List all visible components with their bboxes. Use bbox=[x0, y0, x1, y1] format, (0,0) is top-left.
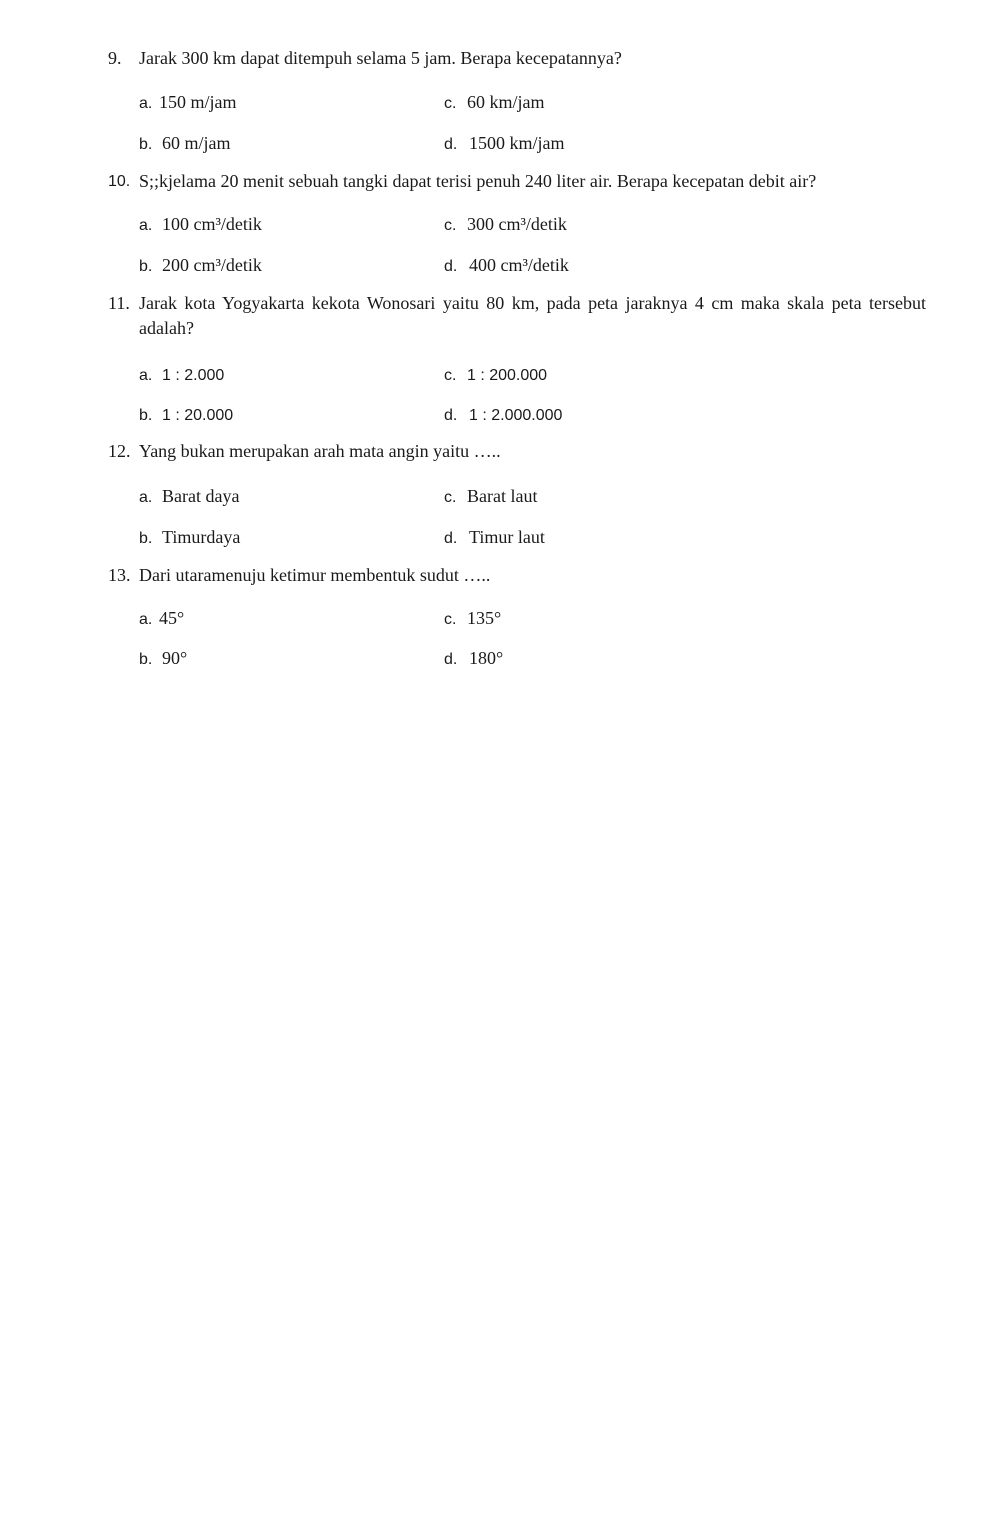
question-number: 11. bbox=[108, 293, 130, 313]
question-number: 10. bbox=[108, 173, 131, 190]
option-letter: b. bbox=[139, 651, 153, 668]
question-text: Yang bukan merupakan arah mata angin yaitu ….. bbox=[139, 441, 501, 461]
option-letter: a. bbox=[139, 217, 153, 234]
option-letter: c. bbox=[444, 489, 457, 506]
question-text: Jarak 300 km dapat ditempuh selama 5 jam. Berapa kecepatannya? bbox=[139, 48, 622, 68]
option-c bbox=[444, 484, 537, 510]
option-d bbox=[444, 131, 565, 157]
option-letter: c. bbox=[444, 95, 457, 112]
option-value: 150 m/jam bbox=[159, 92, 237, 112]
option-letter: d. bbox=[444, 258, 458, 275]
option-c bbox=[444, 212, 567, 238]
option-d bbox=[444, 646, 503, 672]
option-letter: c. bbox=[444, 611, 457, 628]
option-value: 200 cm³/detik bbox=[162, 255, 262, 275]
option-letter: d. bbox=[444, 136, 458, 153]
option-letter: a. bbox=[139, 367, 153, 384]
option-letter: c. bbox=[444, 217, 457, 234]
option-d bbox=[444, 253, 569, 279]
option-value: 60 m/jam bbox=[162, 133, 231, 153]
option-c bbox=[444, 90, 545, 116]
question-number: 12. bbox=[108, 441, 131, 461]
option-a bbox=[139, 362, 224, 388]
option-b bbox=[139, 525, 240, 551]
option-b bbox=[139, 646, 187, 672]
question-text: S;;kjelama 20 menit sebuah tangki dapat terisi penuh 240 liter air. Berapa kecepatan debit air? bbox=[139, 171, 817, 191]
option-letter: a. bbox=[139, 489, 153, 506]
option-d bbox=[444, 402, 562, 428]
question-number: 13. bbox=[108, 565, 131, 585]
question-13 bbox=[108, 563, 926, 588]
option-value: 1 : 20.000 bbox=[162, 407, 234, 424]
option-letter: d. bbox=[444, 530, 458, 547]
option-c bbox=[444, 606, 501, 632]
option-a bbox=[139, 212, 262, 238]
option-letter: a. bbox=[139, 95, 153, 112]
option-letter: b. bbox=[139, 530, 153, 547]
option-a bbox=[139, 606, 184, 632]
option-letter: b. bbox=[139, 258, 153, 275]
option-value: 60 km/jam bbox=[467, 92, 545, 112]
option-b bbox=[139, 402, 233, 428]
option-letter: a. bbox=[139, 611, 153, 628]
option-b bbox=[139, 131, 231, 157]
option-value: 1 : 2.000 bbox=[162, 367, 225, 384]
question-text: Jarak kota Yogyakarta kekota Wonosari yaitu 80 km, pada peta jaraknya 4 cm maka skala peta tersebut adalah? bbox=[139, 293, 926, 338]
question-10 bbox=[108, 169, 926, 194]
option-value: 45° bbox=[159, 608, 185, 628]
option-value: Barat laut bbox=[467, 486, 538, 506]
option-letter: b. bbox=[139, 407, 153, 424]
option-value: 1 : 200.000 bbox=[467, 367, 548, 384]
option-letter: b. bbox=[139, 136, 153, 153]
option-value: Timur laut bbox=[469, 527, 545, 547]
question-number: 9. bbox=[108, 48, 122, 68]
option-value: 1 : 2.000.000 bbox=[469, 407, 563, 424]
option-value: 300 cm³/detik bbox=[467, 214, 567, 234]
option-value: 400 cm³/detik bbox=[469, 255, 569, 275]
option-value: 135° bbox=[467, 608, 502, 628]
option-a bbox=[139, 484, 239, 510]
option-c bbox=[444, 362, 547, 388]
option-letter: c. bbox=[444, 367, 457, 384]
option-letter: d. bbox=[444, 651, 458, 668]
option-value: Barat daya bbox=[162, 486, 240, 506]
option-d bbox=[444, 525, 545, 551]
option-value: 100 cm³/detik bbox=[162, 214, 262, 234]
question-text: Dari utaramenuju ketimur membentuk sudut ….. bbox=[139, 565, 491, 585]
option-a bbox=[139, 90, 237, 116]
option-value: 1500 km/jam bbox=[469, 133, 565, 153]
question-9 bbox=[108, 46, 926, 71]
option-letter: d. bbox=[444, 407, 458, 424]
option-value: 180° bbox=[469, 648, 504, 668]
option-b bbox=[139, 253, 262, 279]
option-value: Timurdaya bbox=[162, 527, 241, 547]
question-12 bbox=[108, 439, 926, 464]
option-value: 90° bbox=[162, 648, 188, 668]
question-11 bbox=[108, 291, 926, 341]
